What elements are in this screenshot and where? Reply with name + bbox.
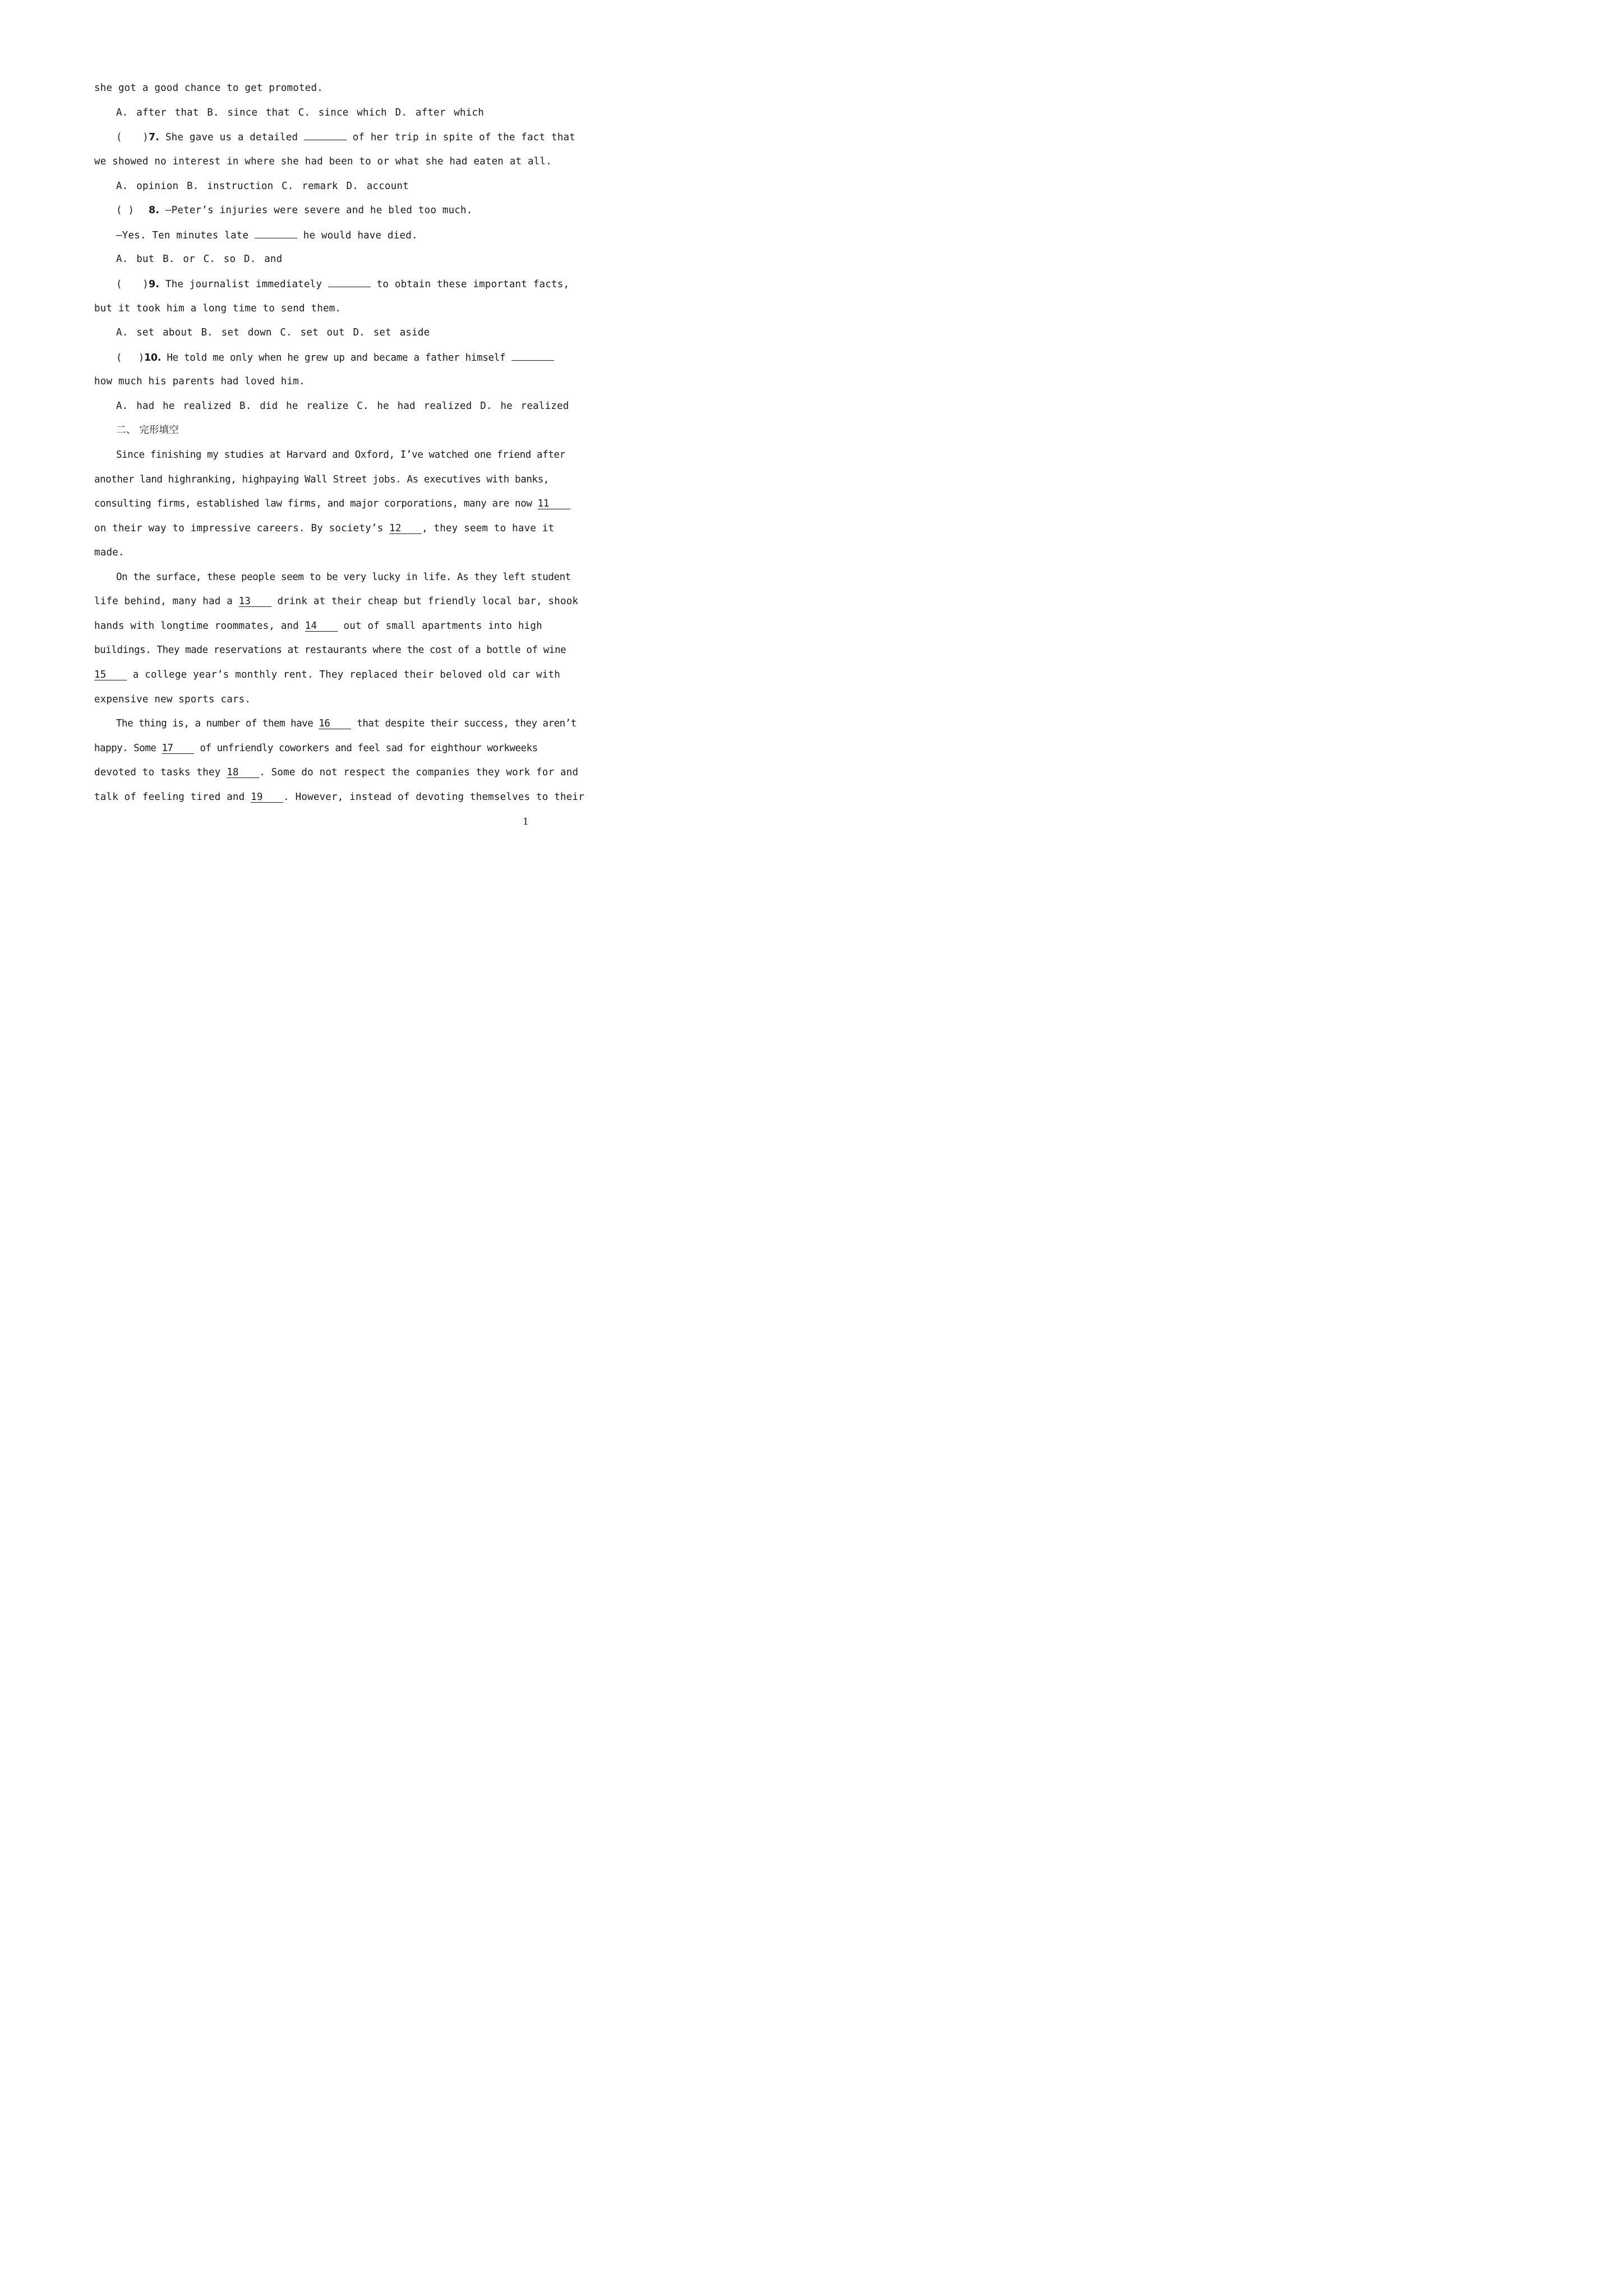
passage-line: life behind, many had a 13 drink at their cheap but friendly local bar, shook bbox=[94, 596, 579, 607]
q8-reply: —Yes. Ten minutes late he would have died. bbox=[116, 228, 528, 242]
passage-line: devoted to tasks they 18 . Some do not respect the companies they work for and bbox=[94, 767, 579, 778]
q9-options: A. set about B. set down C. set out D. set aside bbox=[116, 327, 430, 338]
passage-line: buildings. They made reservations at restaurants where the cost of a bottle of wine bbox=[94, 645, 566, 656]
passage-line: consulting firms, established law firms, and major corporations, many are now 11 bbox=[94, 497, 528, 510]
cloze-blank-17[interactable]: 17 bbox=[162, 743, 194, 754]
passage-line: another land highranking, highpaying Wall Street jobs. As executives with banks, bbox=[94, 474, 549, 485]
cloze-blank-14[interactable]: 14 bbox=[305, 621, 338, 632]
q6-stem-continuation: she got a good chance to get promoted. bbox=[94, 82, 323, 94]
question-number: 9. bbox=[149, 279, 160, 290]
answer-bracket: ( ) bbox=[116, 205, 135, 216]
answer-blank[interactable] bbox=[255, 228, 297, 238]
cloze-blank-19[interactable]: 19 bbox=[251, 792, 283, 803]
q7-options: A. opinion B. instruction C. remark D. account bbox=[116, 181, 409, 192]
answer-blank[interactable] bbox=[328, 277, 371, 287]
answer-bracket: ( ) bbox=[116, 279, 149, 290]
q7-stem-continuation: we showed no interest in where she had been to or what she had eaten at all. bbox=[94, 156, 552, 167]
passage-line: On the surface, these people seem to be very lucky in life. As they left student bbox=[116, 572, 571, 583]
q7-stem: ( )7. She gave us a detailed of her trip in spite of the fact that bbox=[116, 130, 528, 144]
question-number: 8. bbox=[149, 205, 160, 216]
passage-line: hands with longtime roommates, and 14 out of small apartments into high bbox=[94, 620, 542, 632]
passage-line: made. bbox=[94, 547, 125, 558]
cloze-blank-15[interactable]: 15 bbox=[94, 670, 127, 680]
cloze-blank-18[interactable]: 18 bbox=[227, 767, 259, 778]
question-number: 10. bbox=[144, 352, 162, 364]
answer-blank[interactable] bbox=[511, 351, 554, 361]
q9-stem-continuation: but it took him a long time to send them. bbox=[94, 303, 342, 314]
passage-line: 15 a college year’s monthly rent. They replaced their beloved old car with bbox=[94, 669, 560, 680]
q8-stem: ( ) 8. —Peter’s injuries were severe and he bled too much. bbox=[116, 205, 473, 216]
answer-bracket: ( ) bbox=[116, 132, 149, 143]
passage-line: happy. Some 17 of unfriendly coworkers and feel sad for eighthour workweeks bbox=[94, 743, 538, 754]
passage-line: Since finishing my studies at Harvard and Oxford, I’ve watched one friend after bbox=[116, 449, 565, 461]
passage-line: The thing is, a number of them have 16 that despite their success, they aren’t bbox=[116, 718, 577, 729]
cloze-blank-11[interactable]: 11 bbox=[538, 499, 570, 509]
cloze-blank-12[interactable]: 12 bbox=[389, 523, 422, 534]
q10-options: A. had he realized B. did he realize C. he had realized D. he realized bbox=[116, 401, 569, 412]
q8-options: A. but B. or C. so D. and bbox=[116, 254, 283, 265]
section-heading: 二、 完形填空 bbox=[116, 425, 179, 436]
passage-line: talk of feeling tired and 19 . However, instead of devoting themselves to their bbox=[94, 792, 584, 803]
q10-stem-continuation: how much his parents had loved him. bbox=[94, 376, 305, 387]
answer-bracket: ( ) bbox=[116, 352, 144, 364]
passage-line: on their way to impressive careers. By society’s 12 , they seem to have it bbox=[94, 523, 555, 534]
question-number: 7. bbox=[149, 132, 160, 143]
cloze-blank-13[interactable]: 13 bbox=[239, 596, 271, 607]
answer-blank[interactable] bbox=[304, 130, 347, 140]
cloze-blank-16[interactable]: 16 bbox=[319, 719, 351, 729]
q9-stem: ( )9. The journalist immediately to obtain these important facts, bbox=[116, 277, 528, 291]
page-number: 1 bbox=[523, 816, 529, 827]
q6-options: A. after that B. since that C. since which D. after which bbox=[116, 107, 484, 118]
passage-line: expensive new sports cars. bbox=[94, 694, 251, 705]
q10-stem: ( )10. He told me only when he grew up and became a father himself bbox=[116, 351, 528, 365]
